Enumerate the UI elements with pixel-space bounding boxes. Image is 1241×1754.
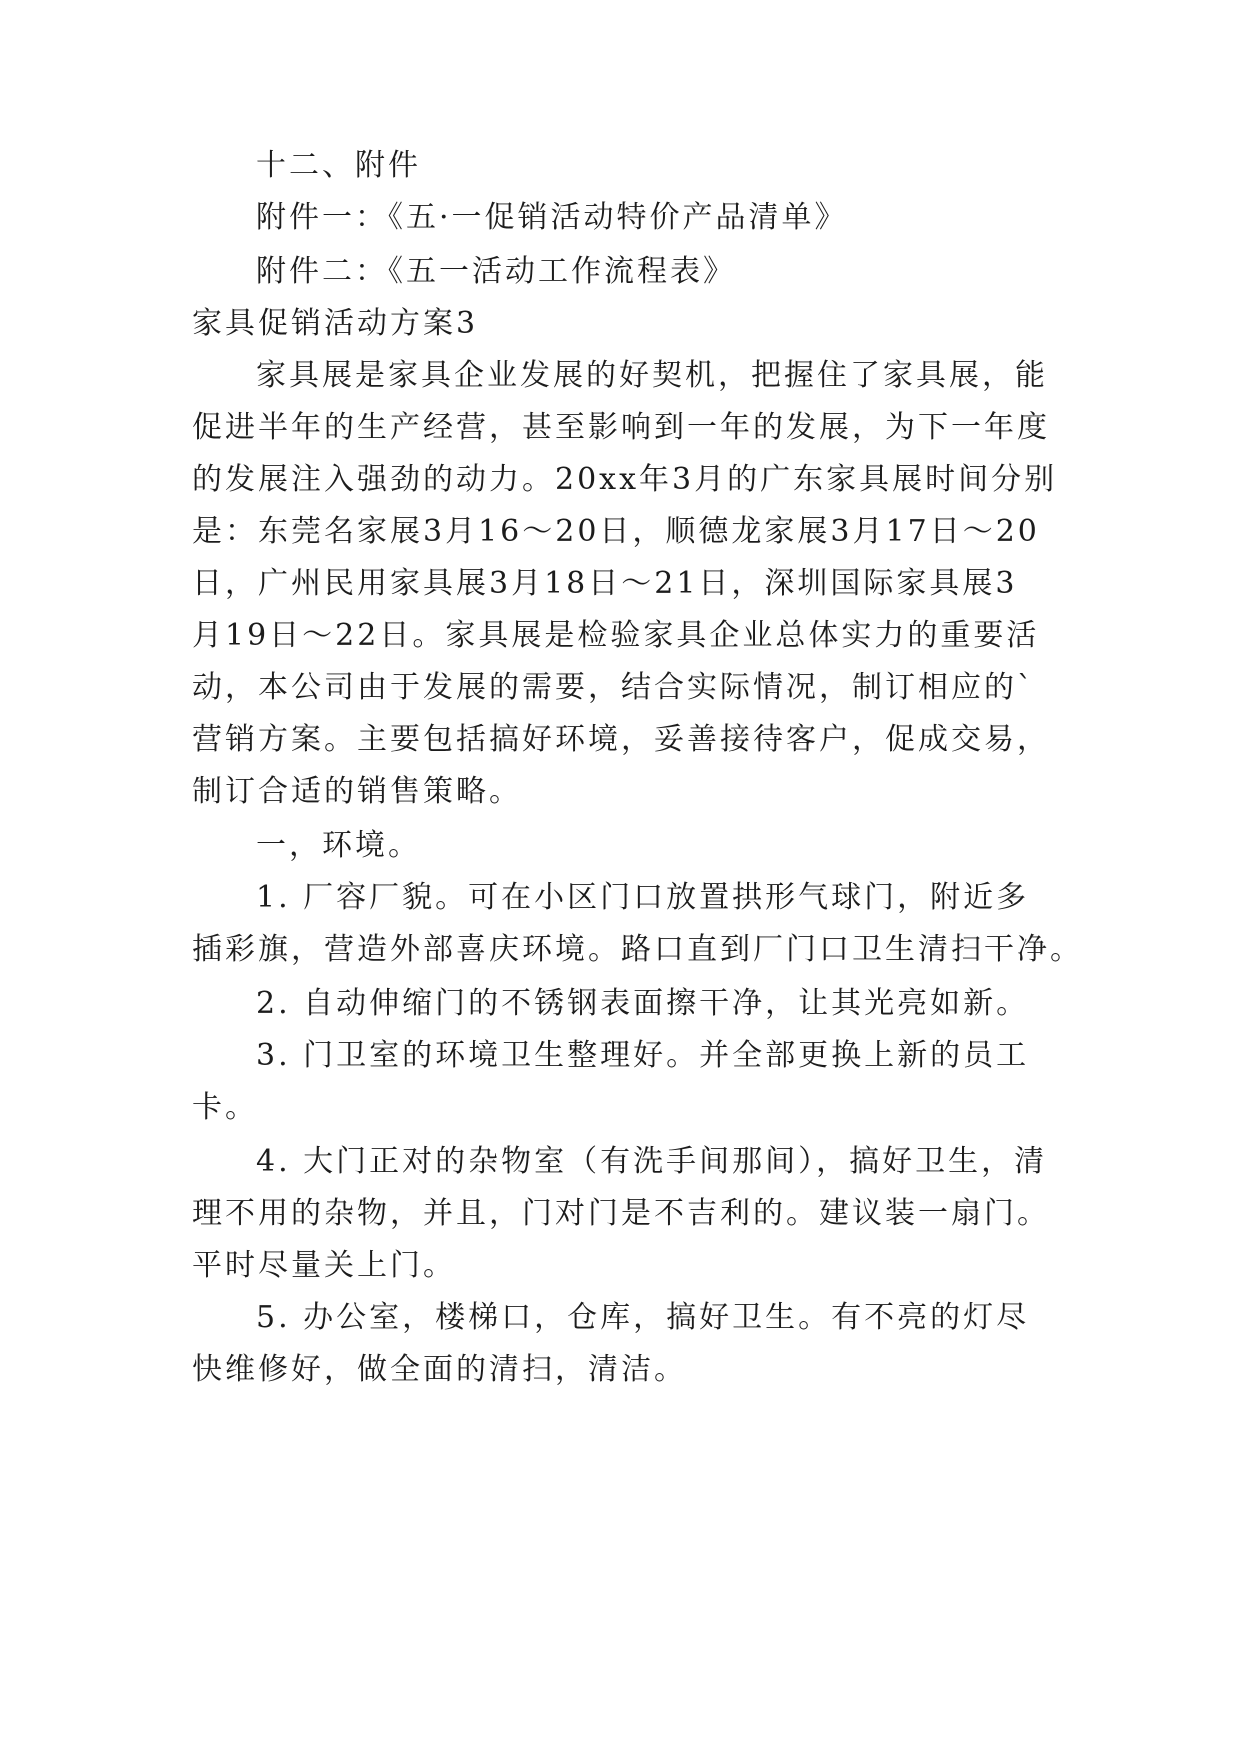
intro-paragraph-line: 的发展注入强劲的动力。20xx年3月的广东家具展时间分别	[192, 462, 1058, 497]
environment-heading: 一，环境。	[256, 828, 421, 863]
attachment-two: 附件二：《五一活动工作流程表》	[256, 254, 736, 289]
list-item-line: 2. 自动伸缩门的不锈钢表面擦干净，让其光亮如新。	[256, 986, 1030, 1021]
intro-paragraph-line: 动，本公司由于发展的需要，结合实际情况，制订相应的`	[192, 670, 1035, 705]
list-item-line: 插彩旗，营造外部喜庆环境。路口直到厂门口卫生清扫干净。	[192, 932, 1083, 967]
list-item-line: 4. 大门正对的杂物室（有洗手间那间），搞好卫生，清	[256, 1144, 1048, 1179]
list-item-line: 1. 厂容厂貌。可在小区门口放置拱形气球门，附近多	[256, 880, 1030, 915]
list-item-line: 快维修好，做全面的清扫，清洁。	[192, 1352, 687, 1387]
list-item-line: 理不用的杂物，并且，门对门是不吉利的。建议装一扇门。	[192, 1196, 1050, 1231]
intro-paragraph-line: 是：东莞名家展3月16～20日，顺德龙家展3月17日～20	[192, 514, 1040, 549]
intro-paragraph-line: 促进半年的生产经营，甚至影响到一年的发展，为下一年度	[192, 410, 1050, 445]
intro-paragraph-line: 家具展是家具企业发展的好契机，把握住了家具展，能	[256, 358, 1048, 393]
intro-paragraph-line: 营销方案。主要包括搞好环境，妥善接待客户，促成交易，	[192, 722, 1050, 757]
list-item-line: 平时尽量关上门。	[192, 1248, 456, 1283]
section-title: 家具促销活动方案3	[192, 306, 479, 341]
list-item-line: 5. 办公室，楼梯口，仓库，搞好卫生。有不亮的灯尽	[256, 1300, 1030, 1335]
intro-paragraph-line: 月19日～22日。家具展是检验家具企业总体实力的重要活	[192, 618, 1040, 653]
list-item-line: 卡。	[192, 1090, 258, 1125]
intro-paragraph-line: 日，广州民用家具展3月18日～21日，深圳国际家具展3	[192, 566, 1018, 601]
list-item-line: 3. 门卫室的环境卫生整理好。并全部更换上新的员工	[256, 1038, 1030, 1073]
attachments-heading: 十二、附件	[256, 148, 421, 183]
attachment-one: 附件一：《五·一促销活动特价产品清单》	[256, 200, 848, 235]
intro-paragraph-line: 制订合适的销售策略。	[192, 774, 522, 809]
